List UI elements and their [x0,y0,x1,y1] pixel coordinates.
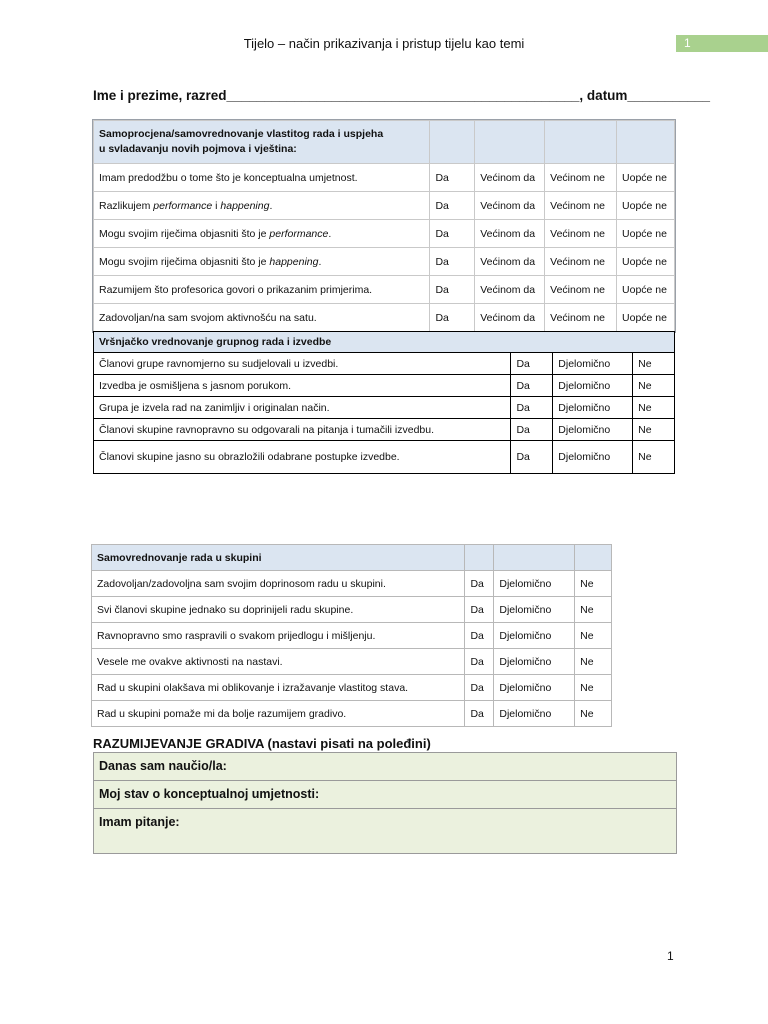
option-vecinom-da[interactable]: Većinom da [475,164,545,192]
option-ne[interactable]: Ne [633,375,675,397]
option-ne[interactable]: Ne [575,701,612,727]
option-da[interactable]: Da [511,353,553,375]
table-row [94,304,675,332]
statement: Mogu svojim riječima objasniti što je happening. [94,248,430,276]
option-da[interactable]: Da [511,375,553,397]
option-djelomicno[interactable]: Djelomično [494,571,575,597]
option-ne[interactable]: Ne [575,675,612,701]
option-da[interactable]: Da [430,220,475,248]
option-vecinom-da[interactable]: Većinom da [475,304,545,332]
table-row [92,571,612,597]
option-djelomicno[interactable]: Djelomično [494,701,575,727]
table-row [92,649,612,675]
option-uopce-ne[interactable]: Uopće ne [617,192,675,220]
table-row [94,397,675,419]
option-vecinom-da[interactable]: Većinom da [475,220,545,248]
option-da[interactable]: Da [511,441,553,474]
option-uopce-ne[interactable]: Uopće ne [617,164,675,192]
table-row [94,164,675,192]
table-row [92,701,612,727]
table-row [94,220,675,248]
table-row [92,623,612,649]
statement: Razumijem što profesorica govori o prikazanim primjerima. [94,276,430,304]
self-assessment-table [93,120,675,332]
statement: Članovi skupine jasno su obrazložili odabrane postupke izvedbe. [94,441,511,474]
option-ne[interactable]: Ne [633,441,675,474]
statement: Članovi grupe ravnomjerno su sudjelovali u izvedbi. [94,353,511,375]
option-uopce-ne[interactable]: Uopće ne [617,220,675,248]
statement: Rad u skupini pomaže mi da bolje razumijem gradivo. [92,701,465,727]
statement: Vesele me ovakve aktivnosti na nastavi. [92,649,465,675]
understanding-table [93,752,677,854]
option-vecinom-ne[interactable]: Većinom ne [545,220,617,248]
learned-today-field[interactable]: Danas sam naučio/la: [94,753,677,781]
statement: Izvedba je osmišljena s jasnom porukom. [94,375,511,397]
option-vecinom-ne[interactable]: Većinom ne [545,248,617,276]
option-da[interactable]: Da [430,192,475,220]
statement: Članovi skupine ravnopravno su odgovarali na pitanja i tumačili izvedbu. [94,419,511,441]
option-ne[interactable]: Ne [575,649,612,675]
option-da[interactable]: Da [465,649,494,675]
table-row [94,441,675,474]
statement: Imam predodžbu o tome što je konceptualna umjetnost. [94,164,430,192]
option-ne[interactable]: Ne [633,353,675,375]
understanding-section-title: RAZUMIJEVANJE GRADIVA (nastavi pisati na poleđini) [93,736,431,751]
option-da[interactable]: Da [465,701,494,727]
page-number-badge: 1 [676,35,768,52]
group-self-assessment-table [91,544,612,727]
option-uopce-ne[interactable]: Uopće ne [617,248,675,276]
peer-assessment-header: Vršnjačko vrednovanje grupnog rada i izvedbe [94,332,675,353]
option-djelomicno[interactable]: Djelomično [553,353,633,375]
option-vecinom-ne[interactable]: Većinom ne [545,276,617,304]
option-vecinom-da[interactable]: Većinom da [475,192,545,220]
option-vecinom-ne[interactable]: Većinom ne [545,164,617,192]
table-row [94,353,675,375]
statement: Rad u skupini olakšava mi oblikovanje i izražavanje vlastitog stava. [92,675,465,701]
table-row [94,248,675,276]
group-self-assessment-header: Samovrednovanje rada u skupini [92,545,465,571]
opinion-field[interactable]: Moj stav o konceptualnoj umjetnosti: [94,781,677,809]
table-row [94,276,675,304]
statement: Zadovoljan/zadovoljna sam svojim doprinosom radu u skupini. [92,571,465,597]
table-row [94,375,675,397]
option-djelomicno[interactable]: Djelomično [494,675,575,701]
option-djelomicno[interactable]: Djelomično [553,441,633,474]
option-vecinom-da[interactable]: Većinom da [475,248,545,276]
statement: Ravnopravno smo raspravili o svakom prijedlogu i mišljenju. [92,623,465,649]
statement: Svi članovi skupine jednako su doprinijeli radu skupine. [92,597,465,623]
statement: Mogu svojim riječima objasniti što je performance. [94,220,430,248]
option-da[interactable]: Da [511,397,553,419]
table-row [94,419,675,441]
option-djelomicno[interactable]: Djelomično [553,397,633,419]
option-da[interactable]: Da [465,675,494,701]
option-ne[interactable]: Ne [633,419,675,441]
table-row [92,675,612,701]
peer-assessment-table [93,331,675,474]
page-header-title: Tijelo – način prikazivanja i pristup tijelu kao temi [243,36,525,51]
table-row [94,192,675,220]
statement: Grupa je izvela rad na zanimljiv i originalan način. [94,397,511,419]
self-assessment-header: Samoprocjena/samovrednovanje vlastitog rada i uspjeha u svladavanju novih pojmova i vještina: [94,121,430,164]
option-ne[interactable]: Ne [575,597,612,623]
option-da[interactable]: Da [465,623,494,649]
option-ne[interactable]: Ne [633,397,675,419]
option-djelomicno[interactable]: Djelomično [494,623,575,649]
statement: Razlikujem performance i happening. [94,192,430,220]
option-da[interactable]: Da [430,248,475,276]
option-djelomicno[interactable]: Djelomično [553,375,633,397]
option-vecinom-da[interactable]: Većinom da [475,276,545,304]
option-uopce-ne[interactable]: Uopće ne [617,304,675,332]
table-row [92,597,612,623]
option-da[interactable]: Da [430,276,475,304]
option-djelomicno[interactable]: Djelomično [494,649,575,675]
option-da[interactable]: Da [430,164,475,192]
option-uopce-ne[interactable]: Uopće ne [617,276,675,304]
option-da[interactable]: Da [511,419,553,441]
name-date-line: Ime i prezime, razred_______________________________________________, datum___________ [93,88,711,103]
option-djelomicno[interactable]: Djelomično [494,597,575,623]
question-field[interactable]: Imam pitanje: [94,809,677,854]
option-djelomicno[interactable]: Djelomično [553,419,633,441]
option-ne[interactable]: Ne [575,623,612,649]
option-da[interactable]: Da [430,304,475,332]
page-number: 1 [667,949,674,963]
statement: Zadovoljan/na sam svojom aktivnošću na satu. [94,304,430,332]
option-da[interactable]: Da [465,571,494,597]
option-vecinom-ne[interactable]: Većinom ne [545,192,617,220]
option-vecinom-ne[interactable]: Većinom ne [545,304,617,332]
option-da[interactable]: Da [465,597,494,623]
option-ne[interactable]: Ne [575,571,612,597]
